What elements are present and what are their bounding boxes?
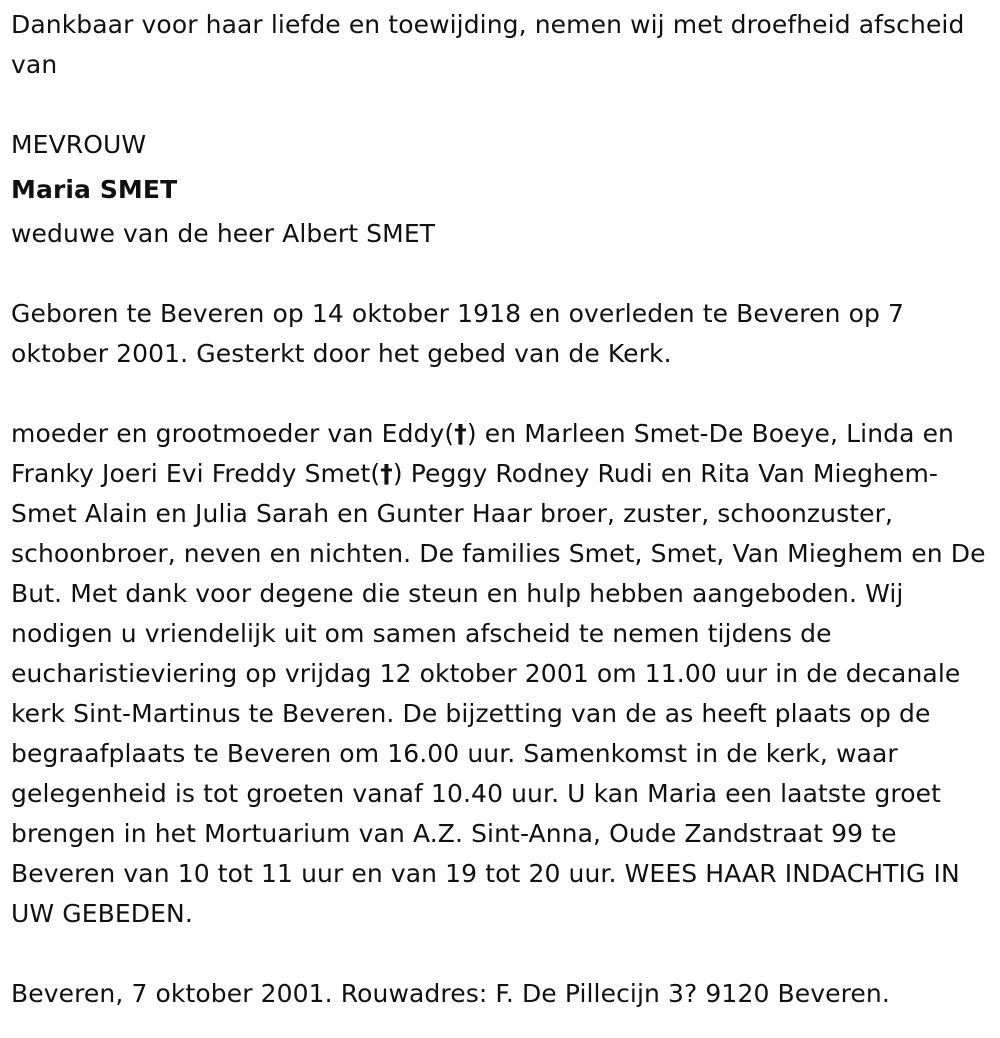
- deceased-name: Maria SMET: [11, 175, 178, 204]
- family-text-part-3: ) Peggy Rodney Rudi en Rita Van Mieghem-Smet Alain en Julia Sarah en Gunter Haar broer, zuster, schoonzuster, schoonbroer, neven en nichten. De families Smet, Smet, Van Mieghem en De But. Met dank voor degene die steun en hulp hebben aangeboden. Wij nodigen u vriendelijk uit om samen afscheid te nemen tijdens de eucharistieviering op vrijdag 12 oktober 2001 om 11.00 uur in de decanale kerk Sint-Martinus te Beveren. De bijzetting van de as heeft plaats op de begraafplaats te Beveren om 16.00 uur. Samenkomst in de kerk, waar gelegenheid is tot groeten vanaf 10.40 uur. U kan Maria een laatste groet brengen in het Mortuarium van A.Z. Sint-Anna, Oude Zandstraat 99 te Beveren van 10 tot 11 uur en van 19 tot 20 uur. WEES HAAR INDACHTIG IN UW GEBEDEN.: [11, 459, 986, 928]
- intro-text: Dankbaar voor haar liefde en toewijding, nemen wij met droefheid afscheid van: [11, 10, 965, 79]
- spacer: [11, 934, 991, 974]
- spacer: [11, 374, 991, 414]
- family-text: [11, 414, 991, 934]
- birth-death-text: Geboren te Beveren op 14 oktober 1918 en overleden te Beveren op 7 oktober 2001. Gesterkt door het gebed van de Kerk.: [11, 299, 904, 368]
- obituary-document: [11, 5, 991, 1014]
- spacer: [11, 85, 991, 125]
- cross-icon: †: [454, 419, 467, 448]
- widow-of: weduwe van de heer Albert SMET: [11, 219, 436, 248]
- family-text-part-1: moeder en grootmoeder van Eddy(: [11, 419, 455, 448]
- spacer: [11, 254, 991, 294]
- cross-icon: †: [380, 459, 393, 488]
- family-text-part-2: ) en Marleen Smet-De Boeye, Linda en Franky Joeri Evi Freddy Smet(: [11, 419, 954, 488]
- closing-text: Beveren, 7 oktober 2001. Rouwadres: F. De Pillecijn 3? 9120 Beveren.: [11, 979, 890, 1008]
- honorific: MEVROUW: [11, 130, 147, 159]
